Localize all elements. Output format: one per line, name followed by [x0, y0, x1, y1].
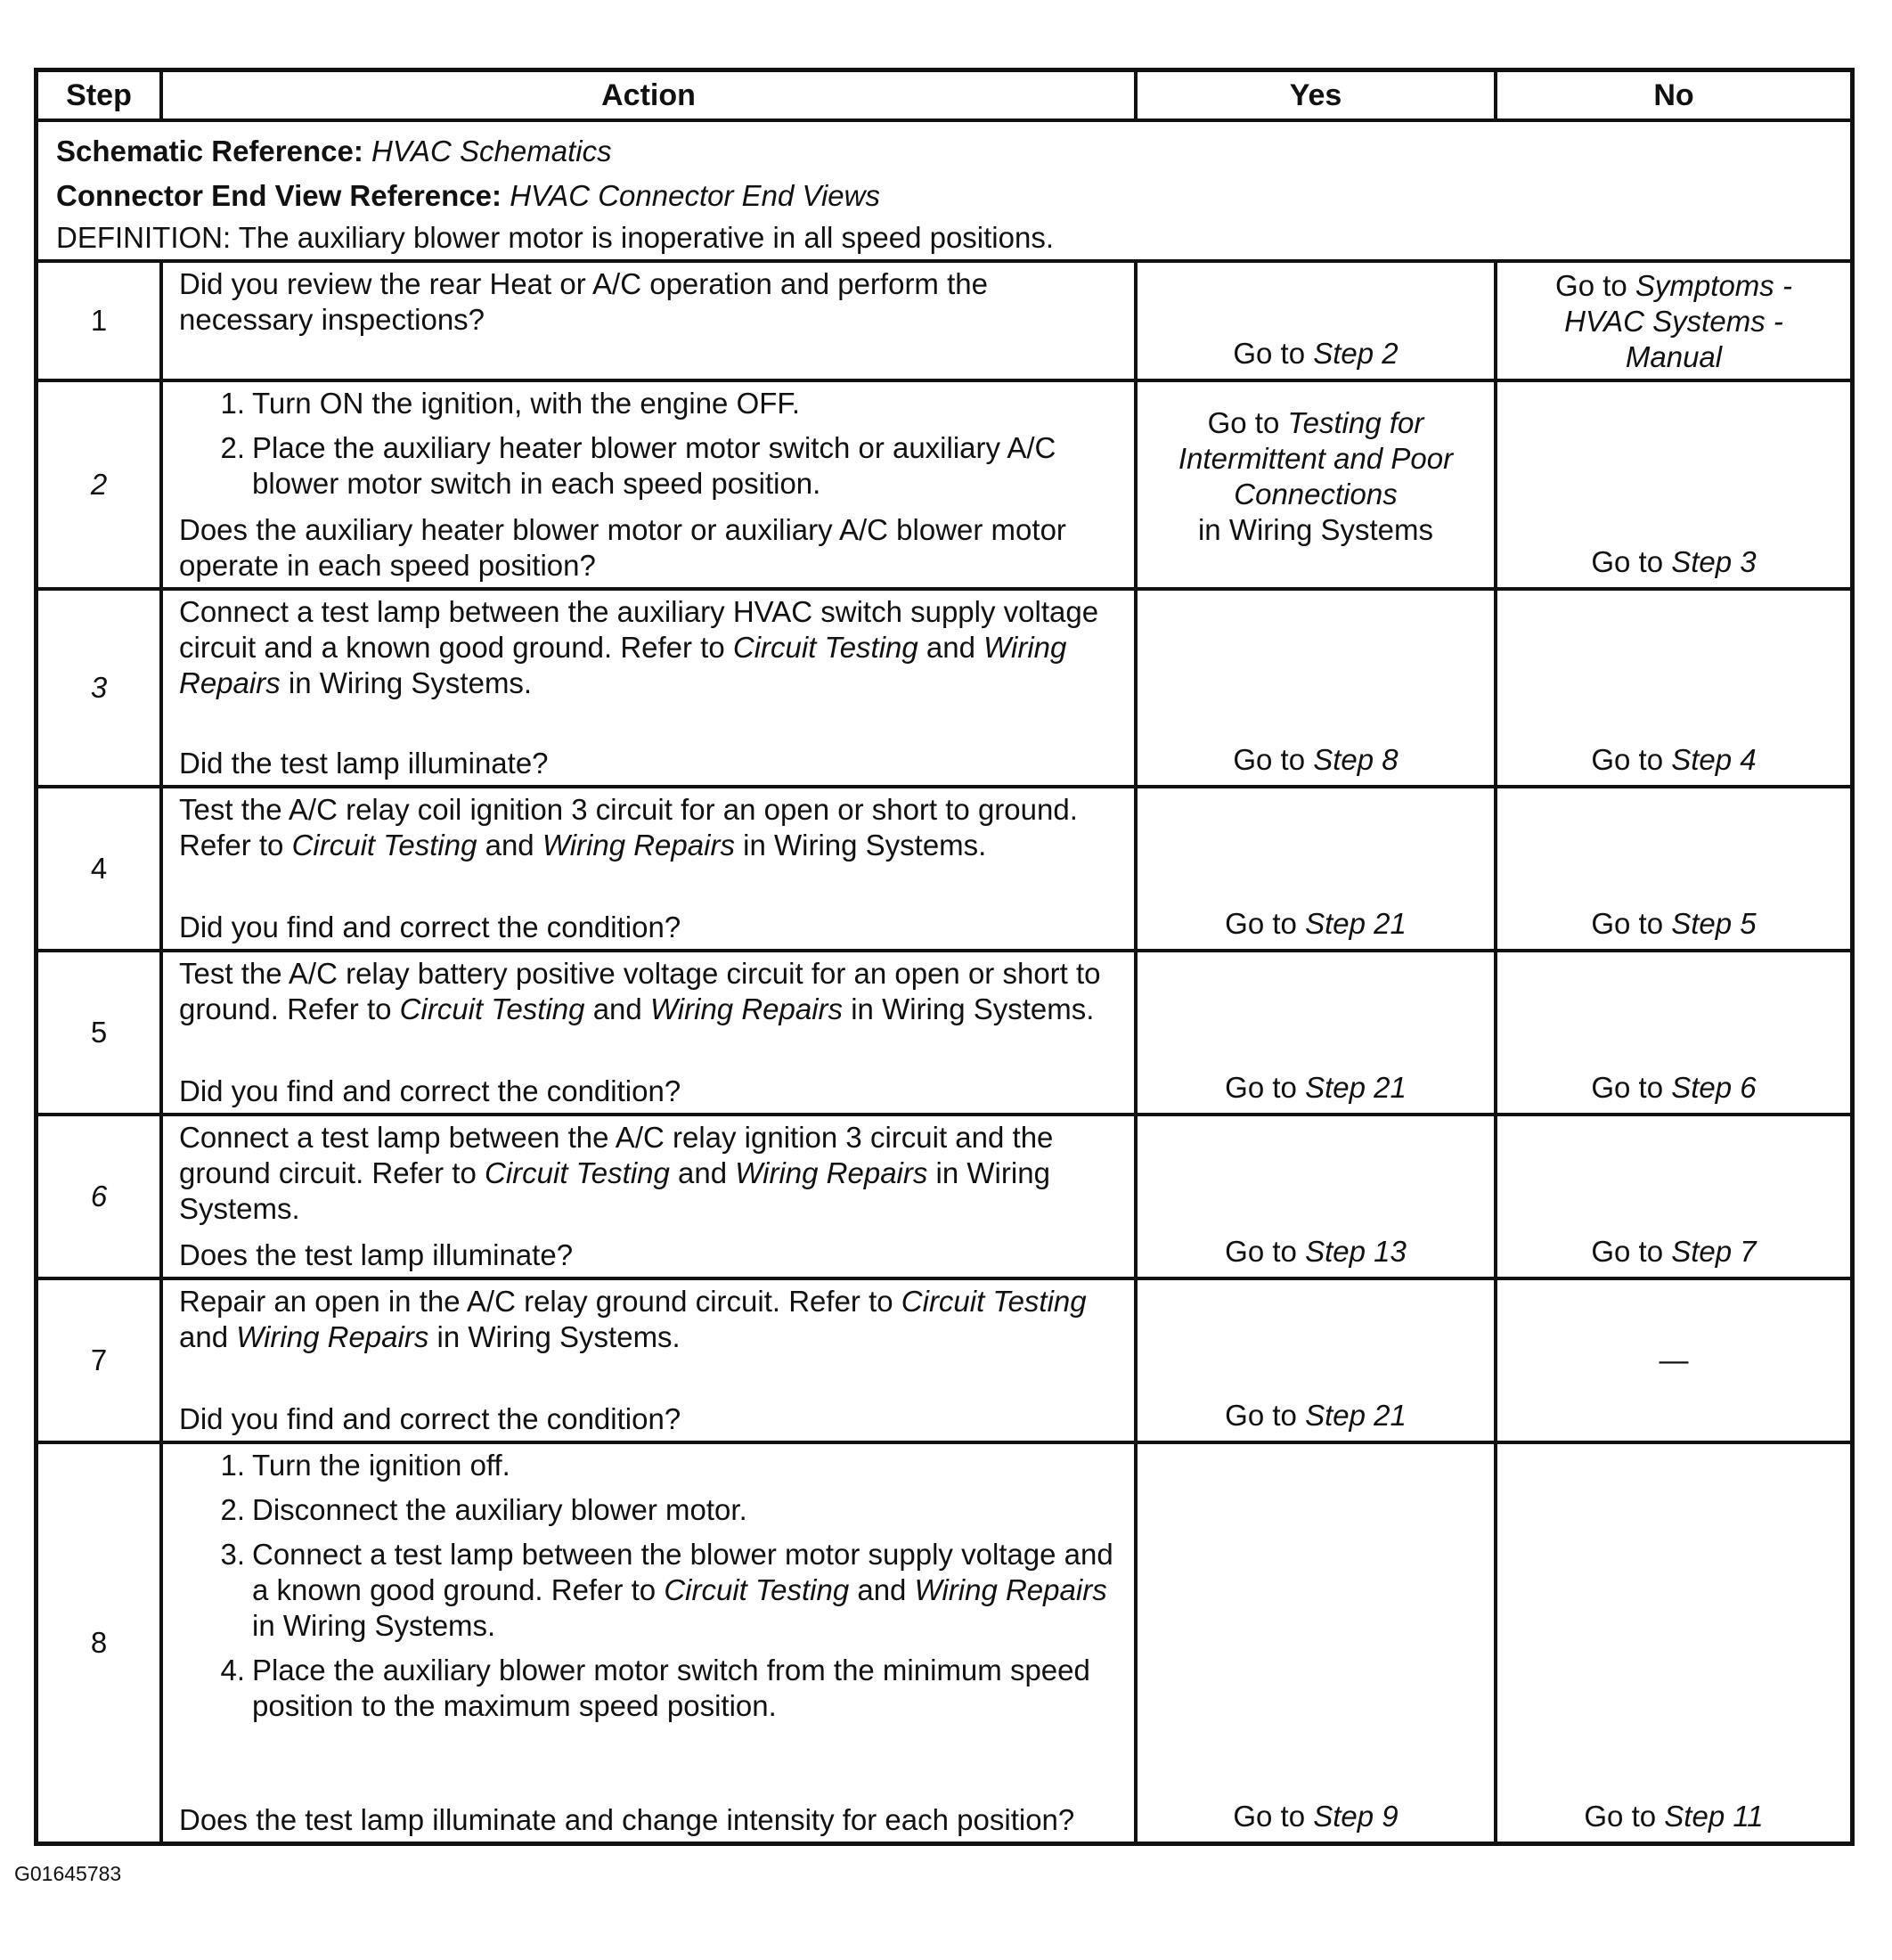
yes-result [1143, 1398, 1488, 1433]
circuit-testing-link[interactable]: Circuit Testing [291, 829, 477, 862]
yes-link[interactable]: Testing for Intermittent and Poor Connections [1178, 406, 1454, 510]
instruction-list [179, 1448, 1125, 1724]
instruction-text: Connect a test lamp between the auxiliary HVAC switch supply voltage circuit and a known good ground. Refer to [179, 595, 1099, 664]
yes-result [1143, 1070, 1488, 1106]
step-action [163, 788, 1138, 949]
instruction-text: and [179, 1320, 237, 1353]
no-prefix: Go to [1591, 545, 1672, 578]
instruction-text: Test the A/C relay coil ignition 3 circuit for an open or short to ground. Refer to [179, 793, 1078, 862]
header-step: Step [38, 72, 163, 118]
step-row-3 [38, 591, 1850, 788]
reference-block [56, 129, 1054, 257]
no-result [1503, 1234, 1845, 1270]
header-yes: Yes [1138, 72, 1497, 118]
circuit-testing-link[interactable]: Circuit Testing [485, 1156, 670, 1189]
item-text: Connect a test lamp between the blower motor supply voltage and a known good ground. Refer to [252, 1538, 1113, 1606]
instruction-text: and [584, 992, 650, 1025]
item-text: Place the auxiliary blower motor switch from the minimum speed position to the maximum speed position. [252, 1654, 1090, 1722]
reference-row [38, 122, 1850, 263]
wiring-repairs-link[interactable]: Wiring Repairs [735, 1156, 928, 1189]
step-question: Did you find and correct the condition? [179, 1074, 681, 1107]
no-cell [1497, 952, 1850, 1113]
step-row-6 [38, 1116, 1850, 1280]
no-cell [1497, 591, 1850, 785]
step-row-2 [38, 382, 1850, 591]
step-number: 1 [38, 263, 163, 379]
step-question: Did you find and correct the condition? [179, 1402, 681, 1435]
instruction-list [179, 386, 1125, 502]
yes-prefix: Go to [1233, 337, 1314, 370]
no-result [1503, 1070, 1845, 1106]
yes-cell [1138, 788, 1497, 949]
yes-cell [1138, 1280, 1497, 1441]
item-number: 2. [220, 1493, 245, 1526]
action-content [179, 1448, 1125, 1838]
no-result [1503, 742, 1845, 778]
instruction-text: and [477, 829, 542, 862]
schematic-reference-label: Schematic Reference: [56, 135, 363, 167]
yes-prefix: Go to [1233, 743, 1314, 776]
action-content [179, 1120, 1125, 1273]
no-cell [1497, 263, 1850, 379]
connector-reference [56, 174, 1054, 218]
item-text: Place the auxiliary heater blower motor switch or auxiliary A/C blower motor switch in each speed position. [252, 431, 1056, 500]
instruction-text: Test the A/C relay battery positive voltage circuit for an open or short to ground. Refer to [179, 957, 1101, 1025]
schematic-reference-link[interactable]: HVAC Schematics [371, 135, 612, 167]
yes-prefix: Go to [1207, 406, 1288, 439]
wiring-repairs-link[interactable]: Wiring Repairs [236, 1320, 429, 1353]
yes-link[interactable]: Step 21 [1305, 1071, 1407, 1104]
step-action [163, 952, 1138, 1113]
step-action [163, 1280, 1138, 1441]
no-prefix: Go to [1591, 1071, 1672, 1104]
connector-reference-label: Connector End View Reference: [56, 179, 502, 212]
item-text: Turn ON the ignition, with the engine OFF. [252, 387, 801, 420]
instruction-item [179, 1653, 1125, 1724]
no-prefix: Go to [1591, 1235, 1672, 1268]
yes-cell [1138, 1444, 1497, 1842]
no-prefix: Go to [1591, 743, 1672, 776]
step-number: 8 [38, 1444, 163, 1842]
instruction-item [179, 1492, 1125, 1528]
item-text: in Wiring Systems. [252, 1609, 496, 1642]
action-content [179, 594, 1125, 781]
circuit-testing-link[interactable]: Circuit Testing [664, 1573, 850, 1606]
wiring-repairs-link[interactable]: Wiring Repairs [542, 829, 735, 862]
no-link[interactable]: Step 7 [1671, 1235, 1757, 1268]
instruction-item [179, 386, 1125, 421]
step-question: Did you review the rear Heat or A/C operation and perform the necessary inspections? [179, 267, 988, 336]
item-number: 1. [220, 1449, 245, 1482]
step-number: 5 [38, 952, 163, 1113]
no-cell [1497, 1444, 1850, 1842]
item-number: 1. [220, 387, 245, 420]
no-result [1503, 268, 1845, 375]
step-question: Did the test lamp illuminate? [179, 747, 549, 780]
action-content [179, 1284, 1125, 1437]
step-row-1 [38, 263, 1850, 382]
instruction-item [179, 430, 1125, 502]
instruction-text: in Wiring Systems. [179, 1156, 1050, 1225]
figure-id: G01645783 [14, 1862, 122, 1885]
no-link[interactable]: Step 4 [1671, 743, 1757, 776]
instruction-text: in Wiring Systems. [280, 666, 533, 699]
circuit-testing-link[interactable]: Circuit Testing [399, 992, 585, 1025]
table-header-row [38, 72, 1850, 122]
step-question: Does the auxiliary heater blower motor or auxiliary A/C blower motor operate in each speed position? [179, 513, 1066, 582]
instruction-text: Repair an open in the A/C relay ground circuit. Refer to [179, 1285, 901, 1318]
yes-cell [1138, 382, 1497, 587]
yes-link[interactable]: Step 13 [1305, 1235, 1407, 1268]
yes-prefix: Go to [1225, 1399, 1306, 1432]
step-question: Did you find and correct the condition? [179, 911, 681, 943]
step-action [163, 1116, 1138, 1277]
no-prefix: Go to [1591, 907, 1672, 940]
no-link[interactable]: Step 3 [1671, 545, 1757, 578]
diagnostic-table [34, 68, 1855, 1846]
yes-prefix: Go to [1225, 1071, 1306, 1104]
no-result [1503, 906, 1845, 942]
no-cell [1497, 382, 1850, 587]
header-action: Action [163, 72, 1138, 118]
step-number: 7 [38, 1280, 163, 1441]
yes-link[interactable]: Step 21 [1305, 1399, 1407, 1432]
no-cell [1497, 1116, 1850, 1277]
circuit-testing-link[interactable]: Circuit Testing [901, 1285, 1087, 1318]
step-question: Does the test lamp illuminate? [179, 1238, 574, 1271]
item-text: Turn the ignition off. [252, 1449, 510, 1482]
yes-result [1143, 336, 1488, 372]
no-result [1503, 1799, 1845, 1834]
instruction-item [179, 1537, 1125, 1644]
instruction-text: in Wiring Systems. [734, 829, 987, 862]
yes-result [1143, 1799, 1488, 1834]
definition-text: DEFINITION: The auxiliary blower motor is inoperative in all speed positions. [56, 221, 1055, 254]
item-number: 3. [220, 1538, 245, 1571]
step-row-8 [38, 1444, 1850, 1842]
no-link[interactable]: Step 11 [1664, 1800, 1764, 1833]
step-action [163, 591, 1138, 785]
instruction-item [179, 1448, 1125, 1483]
step-action [163, 382, 1138, 587]
connector-reference-link[interactable]: HVAC Connector End Views [510, 179, 880, 212]
no-link[interactable]: Symptoms - HVAC Systems - Manual [1564, 269, 1792, 373]
instruction-text: and [669, 1156, 736, 1189]
no-result [1503, 544, 1845, 580]
instruction-text: and [917, 631, 984, 664]
yes-cell [1138, 1116, 1497, 1277]
instruction-text: in Wiring Systems. [843, 992, 1095, 1025]
yes-prefix: Go to [1233, 1800, 1314, 1833]
yes-link[interactable]: Step 8 [1313, 743, 1399, 776]
circuit-testing-link[interactable]: Circuit Testing [732, 631, 918, 664]
step-number: 6 [38, 1116, 163, 1277]
no-prefix: Go to [1555, 269, 1635, 302]
step-action [163, 1444, 1138, 1842]
step-instruction [179, 594, 1125, 701]
wiring-repairs-link[interactable]: Wiring Repairs [914, 1573, 1107, 1606]
no-cell [1497, 1280, 1850, 1441]
step-number: 4 [38, 788, 163, 949]
action-content [179, 266, 1125, 375]
step-instruction [179, 1120, 1125, 1227]
step-number: 3 [38, 591, 163, 785]
yes-result [1143, 405, 1488, 548]
yes-result [1143, 906, 1488, 942]
no-prefix: Go to [1584, 1800, 1665, 1833]
yes-suffix: in Wiring Systems [1197, 513, 1434, 546]
yes-cell [1138, 952, 1497, 1113]
instruction-text: Connect a test lamp between the A/C relay ignition 3 circuit and the ground circuit. Refer to [179, 1121, 1054, 1189]
yes-cell [1138, 591, 1497, 785]
wiring-repairs-link[interactable]: Wiring Repairs [179, 631, 1067, 699]
yes-prefix: Go to [1225, 1235, 1306, 1268]
yes-prefix: Go to [1225, 907, 1306, 940]
step-instruction [179, 1284, 1125, 1355]
yes-link[interactable]: Step 9 [1313, 1800, 1399, 1833]
no-link[interactable]: Step 6 [1671, 1071, 1757, 1104]
action-content [179, 792, 1125, 945]
yes-link[interactable]: Step 21 [1305, 907, 1407, 940]
action-content [179, 386, 1125, 584]
schematic-reference [56, 129, 1054, 174]
step-instruction [179, 792, 1125, 863]
step-row-5 [38, 952, 1850, 1116]
step-row-4 [38, 788, 1850, 952]
instruction-text: in Wiring Systems. [428, 1320, 681, 1353]
no-result: — [1659, 1343, 1689, 1376]
step-question: Does the test lamp illuminate and change intensity for each position? [179, 1803, 1075, 1836]
item-number: 4. [220, 1654, 245, 1686]
header-no: No [1653, 78, 1694, 112]
item-text: and [849, 1573, 915, 1606]
no-cell [1497, 788, 1850, 949]
action-content [179, 956, 1125, 1109]
item-text: Disconnect the auxiliary blower motor. [252, 1493, 747, 1526]
yes-cell [1138, 263, 1497, 379]
step-number: 2 [38, 382, 163, 587]
no-link[interactable]: Step 5 [1671, 907, 1757, 940]
yes-result [1143, 1234, 1488, 1270]
item-number: 2. [220, 431, 245, 464]
yes-link[interactable]: Step 2 [1313, 337, 1399, 370]
wiring-repairs-link[interactable]: Wiring Repairs [649, 992, 844, 1025]
step-instruction [179, 956, 1125, 1027]
step-row-7 [38, 1280, 1850, 1444]
step-action [163, 263, 1138, 379]
yes-result [1143, 742, 1488, 778]
